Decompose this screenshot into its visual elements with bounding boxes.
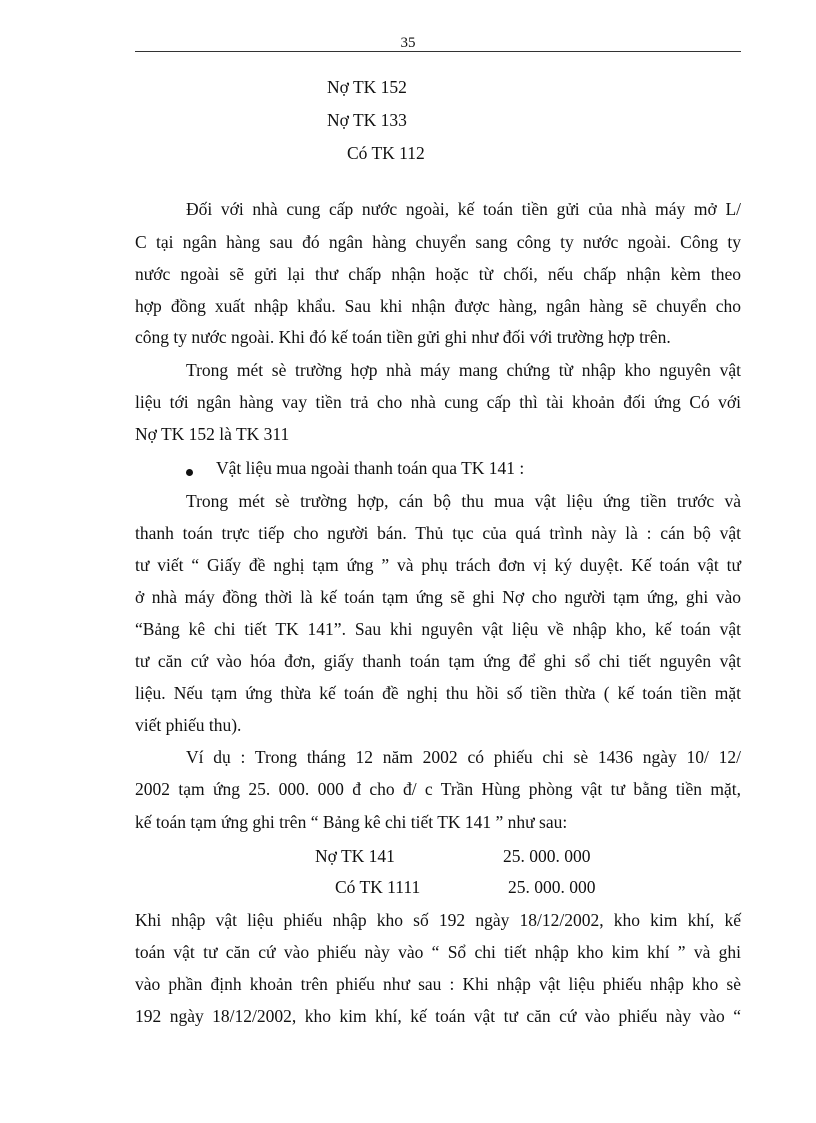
paragraph-line: thanh toán trực tiếp cho người bán. Thủ tục của quá trình này là : cán bộ vật — [135, 523, 741, 543]
paragraph-line: vào phần định khoản trên phiếu như sau : Khi nhập vật liệu phiếu nhập kho sè — [135, 974, 741, 994]
entry-debit-152: Nợ TK 152 — [327, 77, 407, 97]
paragraph-line: liệu tới ngân hàng vay tiền trả cho nhà cung cấp thì tài khoản đối ứng Có với — [135, 392, 741, 412]
paragraph-line: Đối với nhà cung cấp nước ngoài, kế toán tiền gửi của nhà máy mở L/ — [186, 199, 741, 219]
paragraph-line: Ví dụ : Trong tháng 12 năm 2002 có phiếu chi sè 1436 ngày 10/ 12/ — [186, 747, 741, 767]
paragraph-line: toán vật tư căn cứ vào phiếu này vào “ Sổ chi tiết nhập kho kim khí ” và ghi — [135, 942, 741, 962]
page-number: 35 — [400, 35, 416, 51]
entry-credit-112: Có TK 112 — [347, 143, 425, 163]
paragraph-line: “Bảng kê chi tiết TK 141”. Sau khi nguyên vật liệu về nhập kho, kế toán vật — [135, 619, 741, 639]
paragraph-line: 2002 tạm ứng 25. 000. 000 đ cho đ/ c Trần Hùng phòng vật tư bằng tiền mặt, — [135, 779, 741, 799]
entry-credit-1111: Có TK 1111 — [335, 877, 421, 897]
entry-debit-141: Nợ TK 141 — [315, 846, 395, 866]
entry-debit-133: Nợ TK 133 — [327, 110, 407, 130]
entry-debit-141-amount: 25. 000. 000 — [503, 846, 591, 866]
header-rule — [135, 51, 741, 52]
paragraph-line: Trong mét sè trường hợp nhà máy mang chứng từ nhập kho nguyên vật — [186, 360, 741, 380]
paragraph-line: nước ngoài sẽ gửi lại thư chấp nhận hoặc từ chối, nếu chấp nhận kèm theo — [135, 264, 741, 284]
paragraph-line: Nợ TK 152 là TK 311 — [135, 424, 290, 444]
paragraph-line: hợp đồng xuất nhập khẩu. Sau khi nhận được hàng, ngân hàng sẽ chuyển cho — [135, 296, 741, 316]
entry-credit-1111-amount: 25. 000. 000 — [508, 877, 596, 897]
paragraph-line: kế toán tạm ứng ghi trên “ Bảng kê chi tiết TK 141 ” như sau: — [135, 812, 568, 832]
paragraph-line: Trong mét sè trường hợp, cán bộ thu mua vật liệu ứng tiền trước và — [186, 491, 741, 511]
paragraph-line: tư căn cứ vào hóa đơn, giấy thanh toán tạm ứng để ghi sổ chi tiết nguyên vật — [135, 651, 741, 671]
bullet-text: Vật liệu mua ngoài thanh toán qua TK 141 : — [216, 458, 525, 478]
paragraph-line: Khi nhập vật liệu phiếu nhập kho số 192 ngày 18/12/2002, kho kim khí, kế — [135, 910, 741, 930]
paragraph-line: ở nhà máy đồng thời là kế toán tạm ứng sẽ ghi Nợ cho người tạm ứng, ghi vào — [135, 587, 741, 607]
bullet-dot — [186, 469, 193, 476]
paragraph-line: tư viết “ Giấy đề nghị tạm ứng ” và phụ trách đơn vị ký duyệt. Kế toán vật tư — [135, 555, 741, 575]
paragraph-line: viết phiếu thu). — [135, 715, 242, 735]
paragraph-line: công ty nước ngoài. Khi đó kế toán tiền gửi ghi như đối với trường hợp trên. — [135, 327, 671, 347]
paragraph-line: C tại ngân hàng sau đó ngân hàng chuyển sang công ty nước ngoài. Công ty — [135, 232, 741, 252]
paragraph-line: liệu. Nếu tạm ứng thừa kế toán đề nghị thu hồi số tiền thừa ( kế toán tiền mặt — [135, 683, 741, 703]
paragraph-line: 192 ngày 18/12/2002, kho kim khí, kế toán vật tư căn cứ vào phiếu này vào “ — [135, 1006, 741, 1026]
